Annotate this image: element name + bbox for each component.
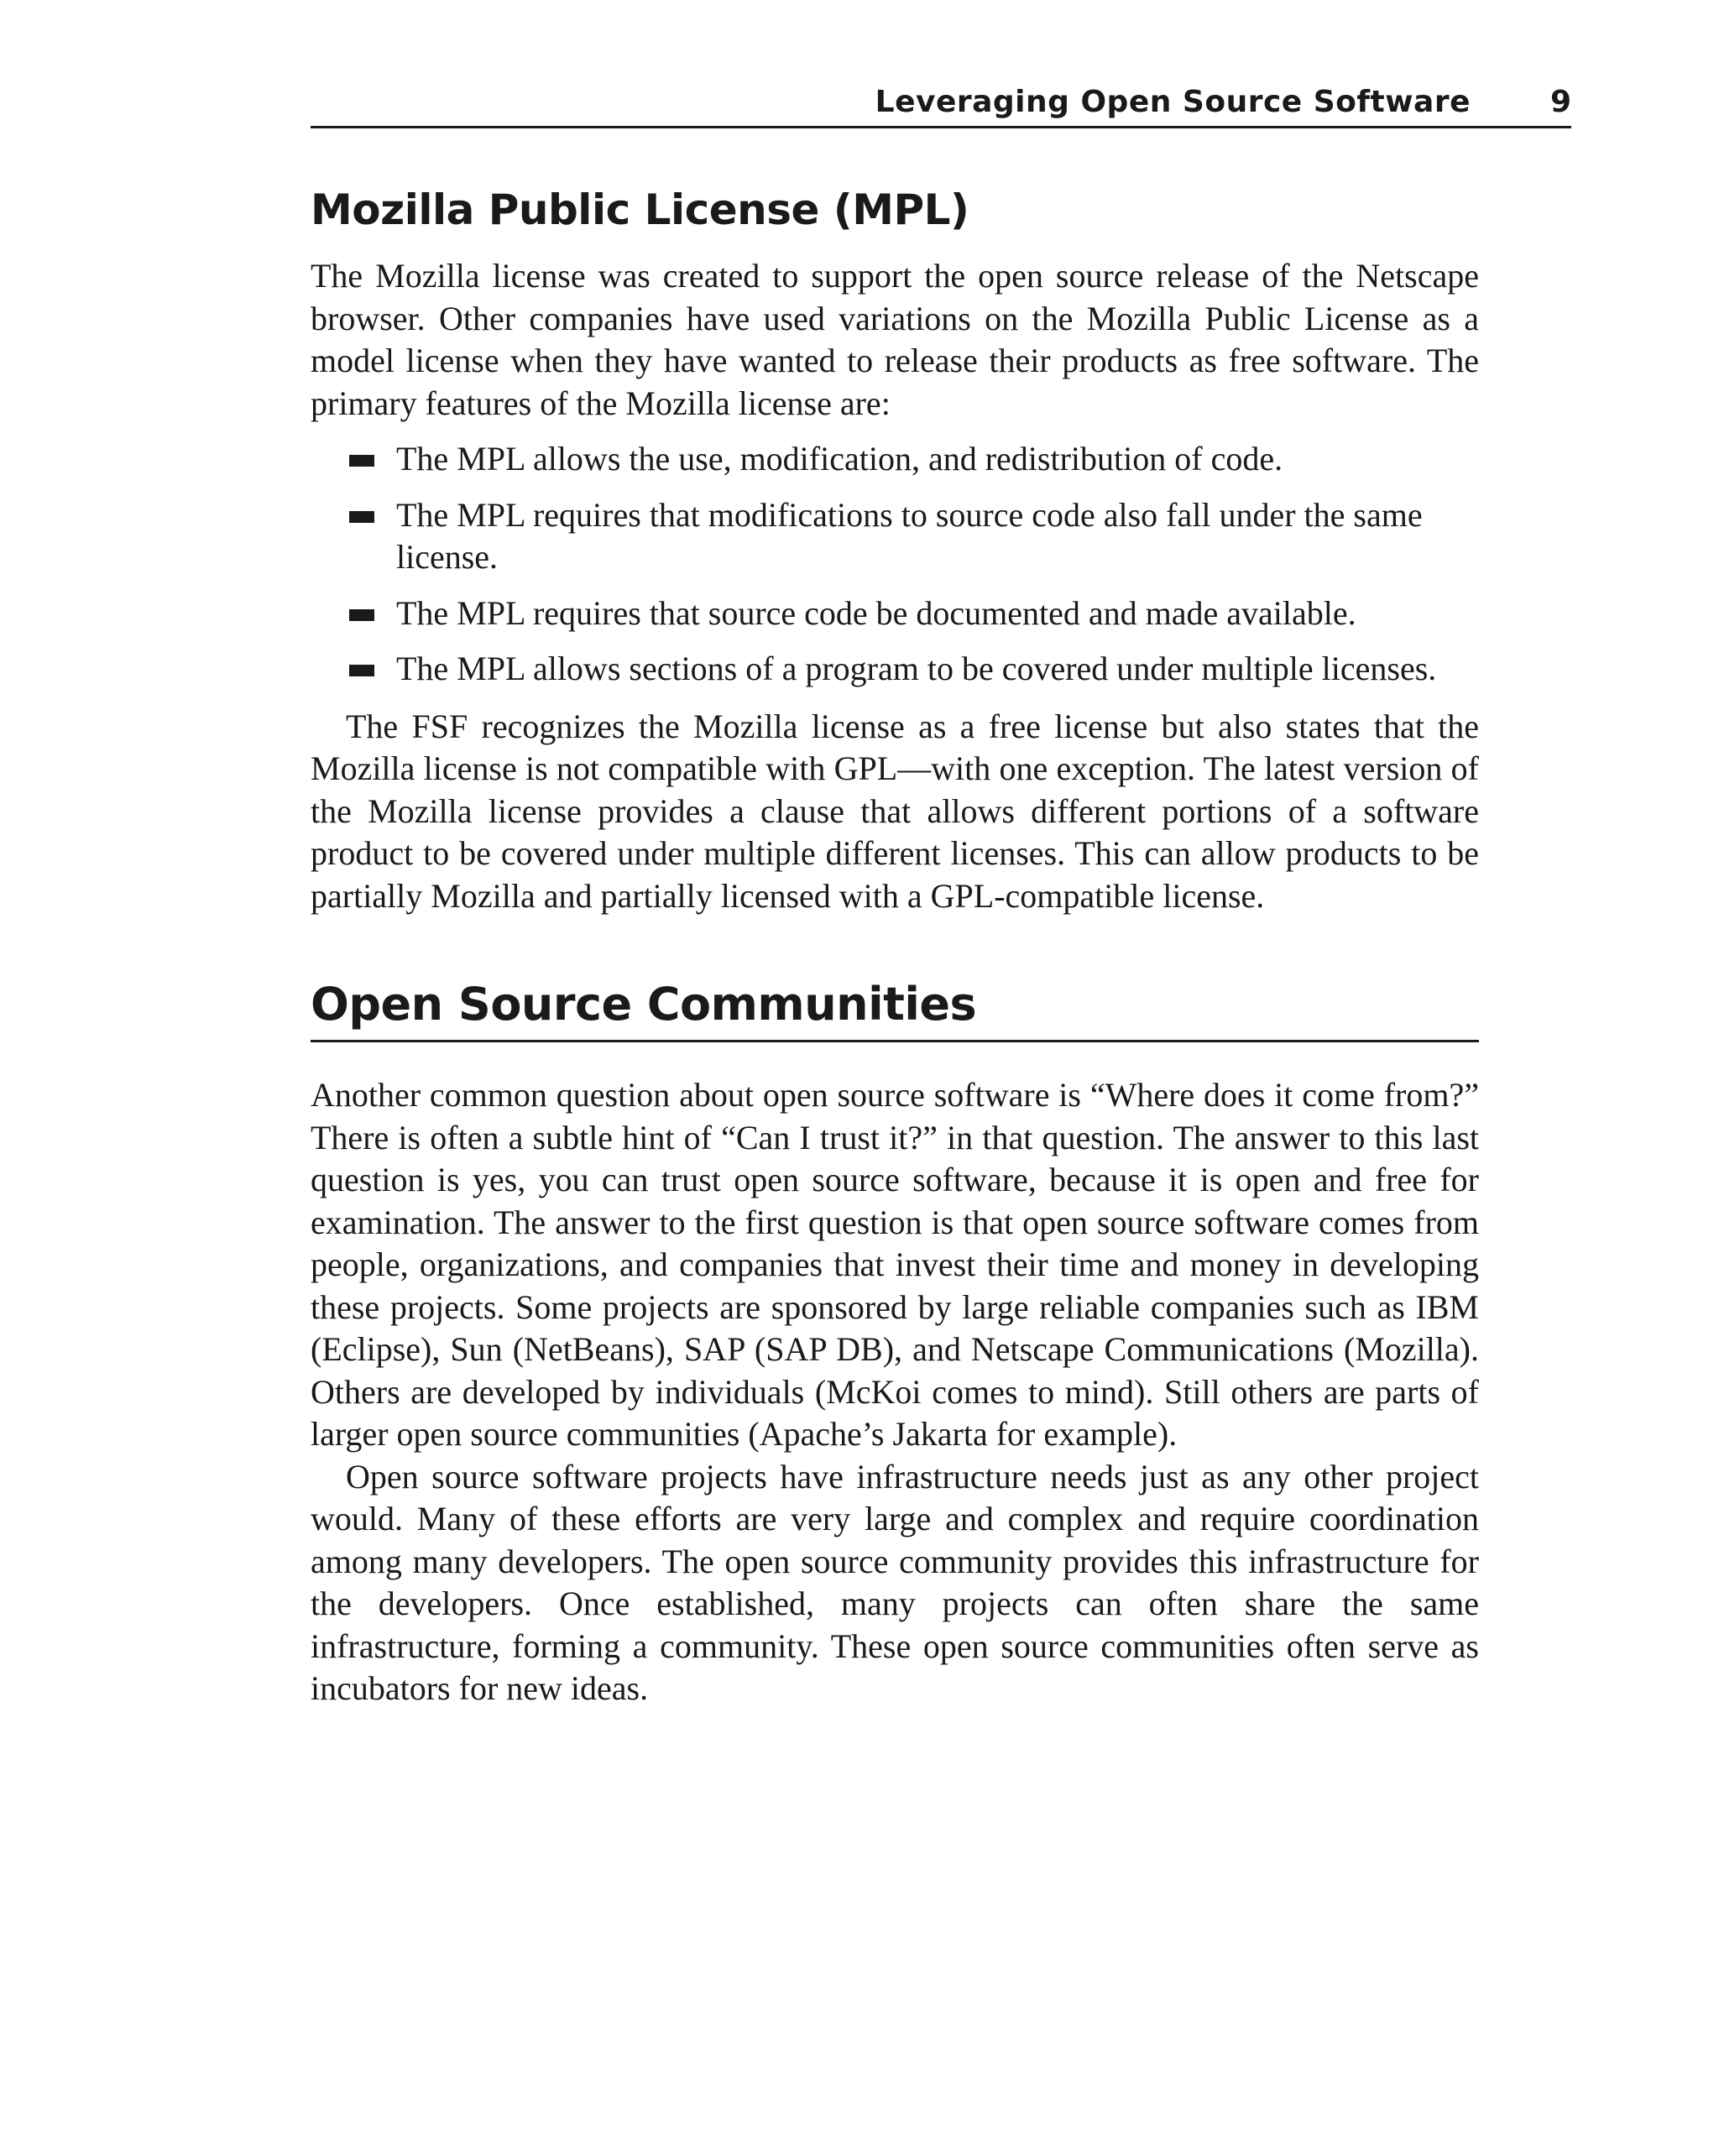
list-item	[311, 593, 1479, 635]
list-item-text: The MPL requires that modifications to source code also fall under the same license.	[396, 495, 1423, 576]
list-item	[311, 438, 1479, 481]
header-title: Leveraging Open Source Software	[875, 85, 1471, 119]
list-item	[311, 494, 1479, 579]
square-bullet-icon	[349, 665, 374, 676]
mpl-closing-paragraph: The FSF recognizes the Mozilla license as a free license but also states that the Mozilla license is not compatible with GPL—with one exception. The latest version of the Mozilla license provides a clause that allows different portions of a software product to be covered under multiple different licenses. This can allow products to be partially Mozilla and partially licensed with a GPL-compatible license.	[311, 707, 1479, 915]
communities-paragraph-2: Open source software projects have infrastructure needs just as any other project would. Many of these efforts are very large and complex and require coordination among many developers. The open source community provides this infrastructure for the developers. Once established, many projects can often share the same infrastructure, forming a community. These open source communities often serve as incubators for new ideas.	[311, 1457, 1479, 1707]
section-heading-mpl: Mozilla Public License (MPL)	[311, 185, 969, 234]
page-content	[311, 176, 1479, 1710]
mpl-features-list	[311, 438, 1479, 691]
section-mozilla-public-license	[311, 176, 1479, 917]
square-bullet-icon	[349, 609, 374, 621]
square-bullet-icon	[349, 455, 374, 467]
page-number: 9	[1549, 85, 1571, 119]
mpl-intro-paragraph: The Mozilla license was created to support the open source release of the Netscape browser. Other companies have used variations on the Mozilla Public License as a model license when they have wanted to release their products as free software. The primary features of the Mozilla license are:	[311, 257, 1479, 422]
communities-paragraph-1: Another common question about open source software is “Where does it come from?” There is often a subtle hint of “Can I trust it?” in that question. The answer to this last question is yes, you can trust open source software, because it is open and free for examination. The answer to the first question is that open source software comes from people, organizations, and companies that invest their time and money in developing these projects. Some projects are sponsored by large reliable companies such as IBM (Eclipse), Sun (NetBeans), SAP (SAP DB), and Netscape Communications (Mozilla). Others are developed by individuals (McKoi comes to mind). Still others are parts of larger open source communities (Apache’s Jakarta for example).	[311, 1076, 1479, 1453]
square-bullet-icon	[349, 511, 374, 523]
list-item-text: The MPL allows the use, modification, and redistribution of code.	[396, 440, 1283, 478]
list-item-text: The MPL requires that source code be documented and made available.	[396, 593, 1356, 632]
section-open-source-communities	[311, 971, 1479, 1710]
running-header	[311, 82, 1571, 128]
list-item	[311, 648, 1479, 691]
list-item-text: The MPL allows sections of a program to be covered under multiple licenses.	[396, 650, 1437, 687]
section-heading-communities: Open Source Communities	[311, 971, 1479, 1042]
